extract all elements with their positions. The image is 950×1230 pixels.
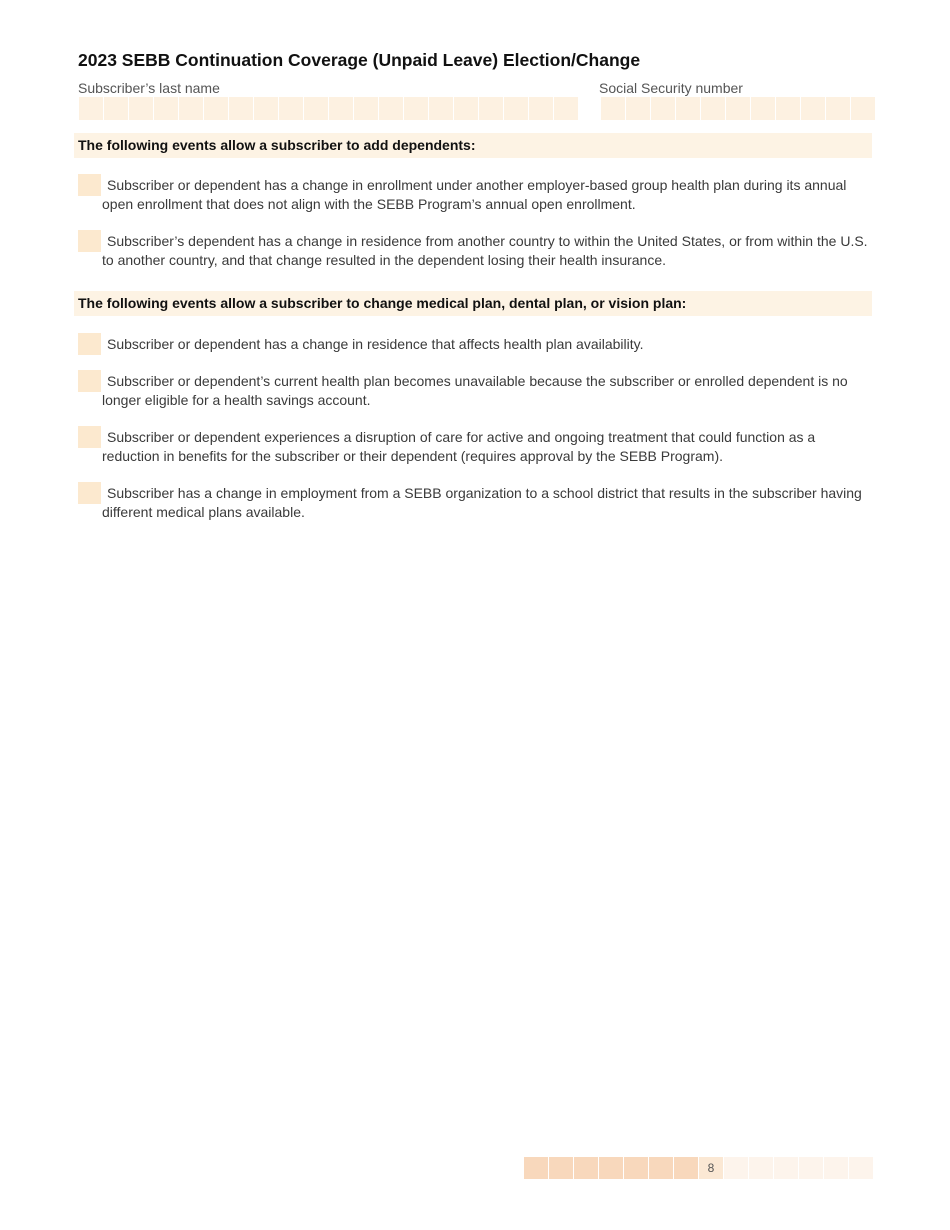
char-box[interactable]: [154, 97, 178, 120]
ssn-input[interactable]: [601, 97, 875, 120]
char-box[interactable]: [304, 97, 328, 120]
last-name-input[interactable]: [79, 97, 578, 120]
char-box[interactable]: [701, 97, 725, 120]
section-heading-add-dependents: The following events allow a subscriber to add dependents:: [74, 133, 872, 158]
page-marker: [524, 1157, 548, 1179]
char-box[interactable]: [554, 97, 578, 120]
event-checkbox[interactable]: [78, 426, 101, 448]
page-marker: [549, 1157, 573, 1179]
page-marker: [724, 1157, 748, 1179]
char-box[interactable]: [179, 97, 203, 120]
char-box[interactable]: [626, 97, 650, 120]
event-text: Subscriber or dependent experiences a disruption of care for active and ongoing treatment that could function as a reduction in benefits for the subscriber or their dependent (requires approval by the SEBB Program).: [102, 429, 816, 464]
char-box[interactable]: [79, 97, 103, 120]
char-box[interactable]: [801, 97, 825, 120]
char-box[interactable]: [129, 97, 153, 120]
char-box[interactable]: [429, 97, 453, 120]
char-box[interactable]: [751, 97, 775, 120]
char-box[interactable]: [504, 97, 528, 120]
page-marker: [749, 1157, 773, 1179]
event-text: Subscriber or dependent has a change in residence that affects health plan availability.: [107, 336, 644, 352]
char-box[interactable]: [826, 97, 850, 120]
char-box[interactable]: [851, 97, 875, 120]
char-box[interactable]: [104, 97, 128, 120]
event-text: Subscriber has a change in employment from a SEBB organization to a school district that results in the subscriber having different medical plans available.: [102, 485, 862, 520]
char-box[interactable]: [776, 97, 800, 120]
char-box[interactable]: [229, 97, 253, 120]
page-marker: [649, 1157, 673, 1179]
page-marker: [799, 1157, 823, 1179]
char-box[interactable]: [204, 97, 228, 120]
char-box[interactable]: [529, 97, 553, 120]
char-box[interactable]: [676, 97, 700, 120]
char-box[interactable]: [379, 97, 403, 120]
page-marker: [624, 1157, 648, 1179]
event-text: Subscriber or dependent’s current health plan becomes unavailable because the subscriber or enrolled dependent is no longer eligible for a health savings account.: [102, 373, 848, 408]
section-heading-change-plan: The following events allow a subscriber to change medical plan, dental plan, or vision plan:: [74, 291, 872, 316]
char-box[interactable]: [651, 97, 675, 120]
char-box[interactable]: [354, 97, 378, 120]
page-title: 2023 SEBB Continuation Coverage (Unpaid Leave) Election/Change: [78, 50, 641, 70]
char-box[interactable]: [329, 97, 353, 120]
char-box[interactable]: [726, 97, 750, 120]
char-box[interactable]: [254, 97, 278, 120]
page-marker: [824, 1157, 848, 1179]
current-page-number: 8: [699, 1157, 723, 1179]
char-box[interactable]: [601, 97, 625, 120]
page-indicator: [524, 1157, 873, 1179]
event-checkbox[interactable]: [78, 482, 101, 504]
event-checkbox[interactable]: [78, 370, 101, 392]
ssn-label: Social Security number: [599, 80, 743, 96]
page-marker: [849, 1157, 873, 1179]
event-checkbox[interactable]: [78, 174, 101, 196]
page-marker: [574, 1157, 598, 1179]
event-item: [78, 176, 874, 214]
event-text: Subscriber or dependent has a change in enrollment under another employer-based group health plan during its annual open enrollment that does not align with the SEBB Program’s annual open enrollment.: [102, 177, 847, 212]
last-name-label: Subscriber’s last name: [78, 80, 220, 96]
char-box[interactable]: [454, 97, 478, 120]
event-item: [78, 372, 874, 410]
event-item: [78, 232, 874, 270]
char-box[interactable]: [279, 97, 303, 120]
event-text: Subscriber’s dependent has a change in residence from another country to within the United States, or from within the U.S. to another country, and that change resulted in the dependent losing their health insurance.: [102, 233, 868, 268]
char-box[interactable]: [404, 97, 428, 120]
event-item: [78, 335, 874, 354]
page-marker: [774, 1157, 798, 1179]
event-item: [78, 428, 874, 466]
char-box[interactable]: [479, 97, 503, 120]
event-checkbox[interactable]: [78, 333, 101, 355]
page-marker: [599, 1157, 623, 1179]
event-checkbox[interactable]: [78, 230, 101, 252]
page-marker: [674, 1157, 698, 1179]
event-item: [78, 484, 874, 522]
